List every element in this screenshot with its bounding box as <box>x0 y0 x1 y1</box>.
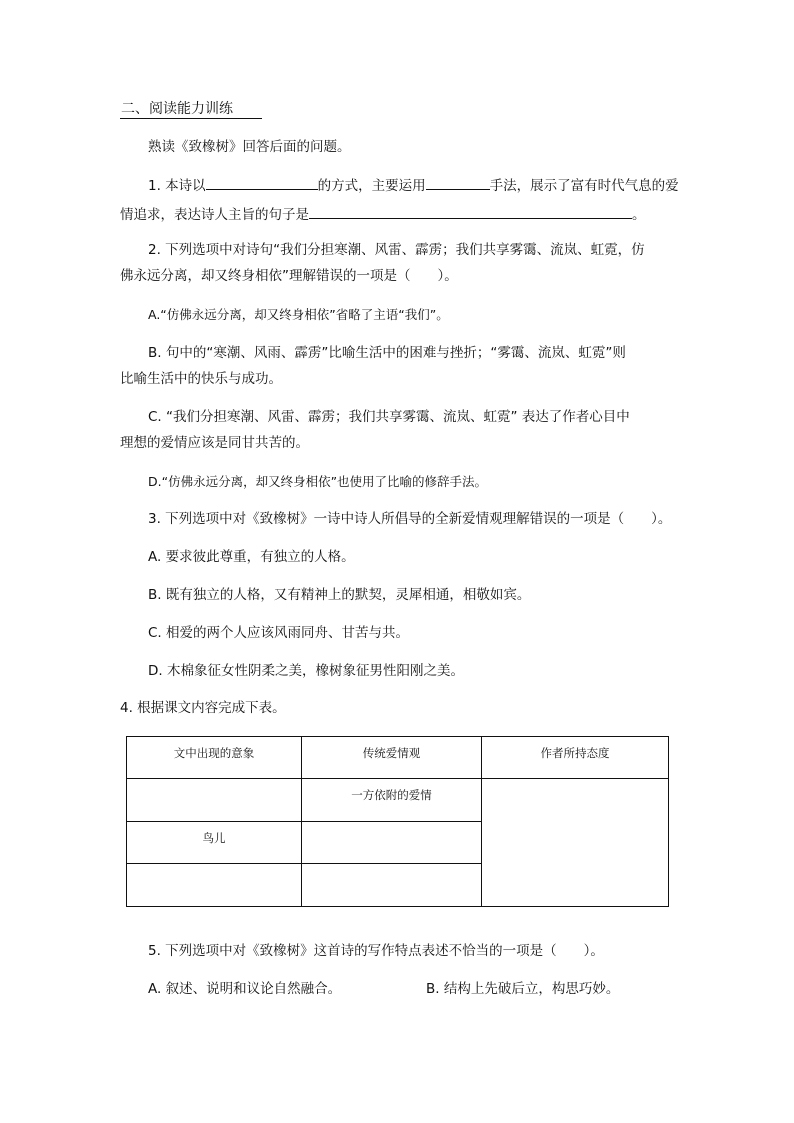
table-cell-view-3[interactable] <box>302 864 482 907</box>
q2-option-b-line2: 比喻生活中的快乐与成功。 <box>120 371 282 387</box>
table-header-author-attitude: 作者所持态度 <box>482 737 669 779</box>
q1-part2: 的方式，主要运用 <box>317 178 426 194</box>
q3-stem: 3. 下列选项中对《致橡树》一诗中诗人所倡导的全新爱情观理解错误的一项是（ ）。 <box>148 511 672 527</box>
q5-stem: 5. 下列选项中对《致橡树》这首诗的写作特点表述不恰当的一项是（ ）。 <box>148 943 604 959</box>
q2-stem-line1: 2. 下列选项中对诗句“我们分担寒潮、风雷、霹雳；我们共享雾霭、流岚、虹霓，仿 <box>148 242 645 258</box>
q2-option-c-line1: C. “我们分担寒潮、风雷、霹雳；我们共享雾霭、流岚、虹霓” 表达了作者心目中 <box>148 409 630 425</box>
q3-option-c: C. 相爱的两个人应该风雨同舟、甘苦与共。 <box>148 625 410 641</box>
q2-option-b-line1: B. 句中的“寒潮、风雨、霹雳”比喻生活中的困难与挫折；“雾霭、流岚、虹霓”则 <box>148 345 626 361</box>
table-header-traditional-view: 传统爱情观 <box>302 737 482 779</box>
q1-blank-1[interactable] <box>206 175 318 190</box>
q1-line2-start: 情追求，表达诗人主旨的句子是 <box>120 207 309 223</box>
table-cell-imagery-3[interactable] <box>127 864 302 907</box>
q1-line1 <box>148 175 679 195</box>
section-heading: 二、阅读能力训练 <box>121 101 233 117</box>
table-cell-attitude[interactable] <box>482 779 669 907</box>
q1-blank-2[interactable] <box>426 175 490 190</box>
q2-stem-line2: 佛永远分离，却又终身相依”理解错误的一项是（ ）。 <box>120 268 458 284</box>
imagery-table <box>126 736 669 907</box>
q2-option-a: A.“仿佛永远分离，却又终身相依”省略了主语“我们”。 <box>148 307 449 322</box>
q1-line2-end: 。 <box>632 207 646 223</box>
q4-stem: 4. 根据课文内容完成下表。 <box>120 700 286 716</box>
q1-line2 <box>120 204 646 224</box>
q1-part1: 1. 本诗以 <box>148 178 206 194</box>
table-header-imagery: 文中出现的意象 <box>127 737 302 779</box>
q2-option-d: D.“仿佛永远分离，却又终身相依”也使用了比喻的修辞手法。 <box>148 474 488 489</box>
q5-option-a: A. 叙述、说明和议论自然融合。 <box>148 981 342 997</box>
q5-option-b: B. 结构上先破后立，构思巧妙。 <box>426 981 620 997</box>
table-cell-imagery-2[interactable]: 鸟儿 <box>127 822 302 864</box>
table-cell-view-2[interactable] <box>302 822 482 864</box>
intro-text: 熟读《致橡树》回答后面的问题。 <box>148 139 351 155</box>
q3-option-a: A. 要求彼此尊重，有独立的人格。 <box>148 549 355 565</box>
heading-underline <box>120 118 262 119</box>
q2-option-c-line2: 理想的爱情应该是同甘共苦的。 <box>120 435 309 451</box>
q1-blank-3[interactable] <box>309 204 632 219</box>
q3-option-b: B. 既有独立的人格，又有精神上的默契，灵犀相通，相敬如宾。 <box>148 587 531 603</box>
q3-option-d: D. 木棉象征女性阴柔之美，橡树象征男性阳刚之美。 <box>148 663 464 679</box>
table-cell-view-1[interactable]: 一方依附的爱情 <box>302 779 482 822</box>
table-cell-imagery-1[interactable] <box>127 779 302 822</box>
q1-part3: 手法，展示了富有时代气息的爱 <box>489 178 679 194</box>
